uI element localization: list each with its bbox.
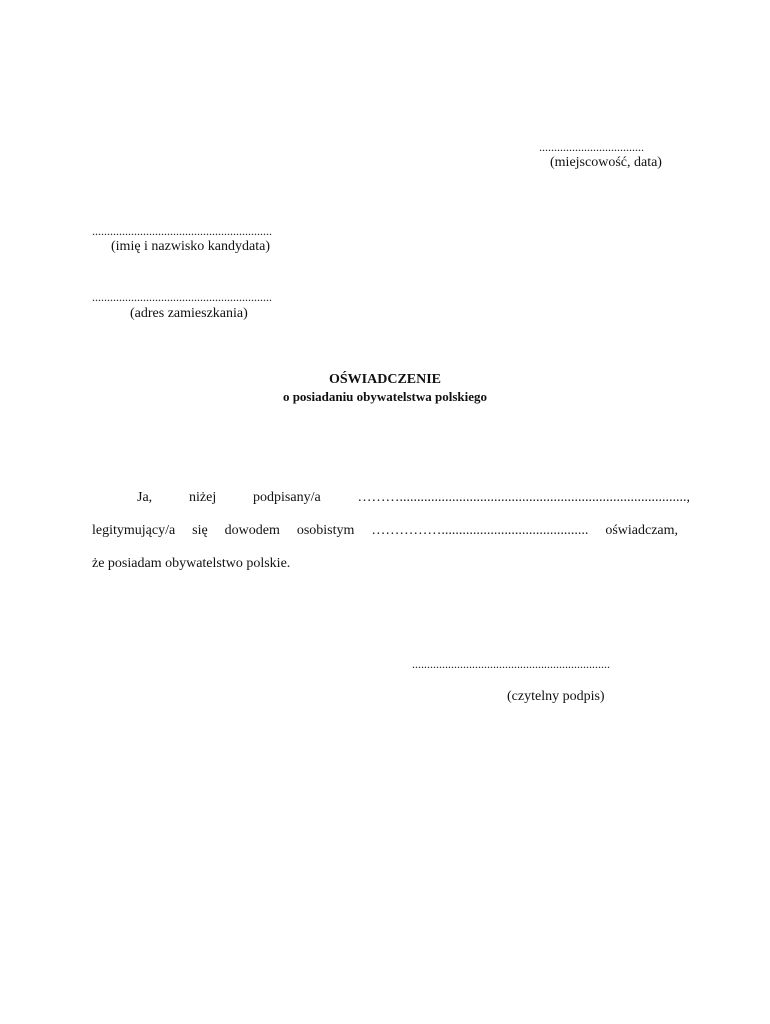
signature-label: (czytelny podpis)	[507, 689, 605, 704]
name-fill-dots: ………..................................................................................,	[357, 490, 691, 505]
body-line-3: że posiadam obywatelstwo polskie.	[92, 556, 291, 571]
place-date-line: ...................................	[539, 140, 644, 154]
id-fill-dots: ……………..........................................	[371, 523, 589, 538]
body-line-1	[137, 490, 690, 506]
body-line-2	[92, 523, 678, 539]
body-word: podpisany/a	[253, 490, 321, 505]
signature-line: ..................................................................	[412, 657, 610, 671]
address-line: ............................................................	[92, 290, 272, 304]
body-word: oświadczam,	[605, 523, 679, 538]
body-word: osobistym	[296, 523, 355, 538]
body-word: niżej	[189, 490, 217, 505]
candidate-name-line: ............................................................	[92, 224, 272, 238]
body-word: Ja,	[137, 490, 153, 505]
declaration-subtitle: o posiadaniu obywatelstwa polskiego	[282, 389, 488, 404]
place-date-label: (miejscowość, data)	[550, 155, 662, 170]
declaration-title: OŚWIADCZENIE	[328, 372, 442, 387]
candidate-name-label: (imię i nazwisko kandydata)	[111, 239, 271, 254]
body-word: dowodem	[224, 523, 280, 538]
address-label: (adres zamieszkania)	[130, 306, 248, 321]
body-word: się	[192, 523, 208, 538]
body-word: legitymujący/a	[92, 523, 176, 538]
